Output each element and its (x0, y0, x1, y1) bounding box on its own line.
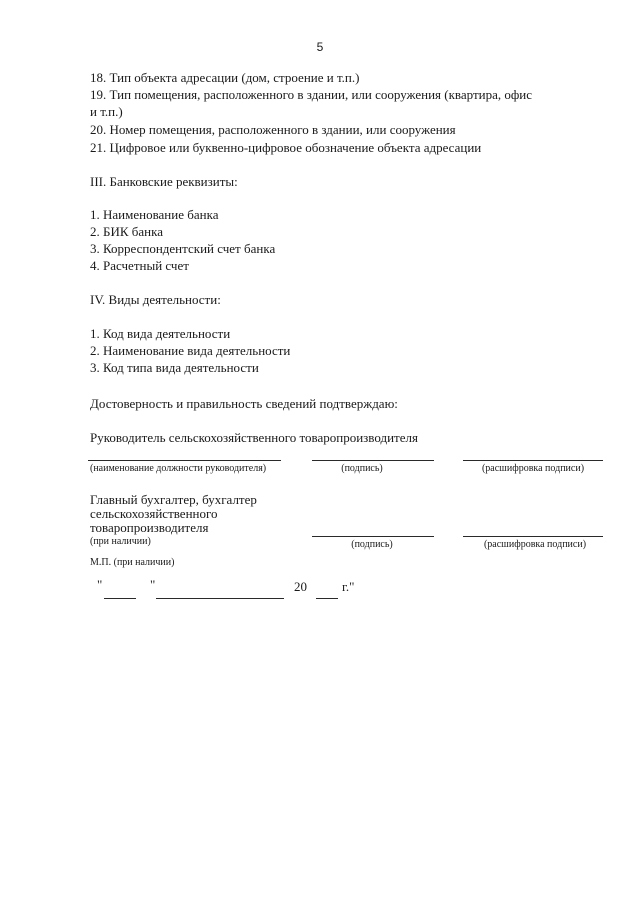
address-item-20: 20. Номер помещения, расположенного в здании, или сооружения (90, 122, 456, 137)
activity-item: 2. Наименование вида деятельности (90, 343, 291, 358)
head-title: Руководитель сельскохозяйственного товаропроизводителя (90, 430, 418, 445)
position-caption: (наименование должности руководителя) (90, 463, 267, 474)
year-line (316, 598, 338, 599)
stamp-caption: М.П. (при наличии) (90, 557, 175, 568)
year-prefix: 20 (294, 579, 307, 594)
date-close-quote: " (150, 577, 156, 592)
confirmation-text: Достоверность и правильность сведений подтверждаю: (90, 396, 398, 411)
address-item-19: 19. Тип помещения, расположенного в здании, или сооружения (квартира, офис (90, 87, 533, 102)
activity-item: 3. Код типа вида деятельности (90, 360, 259, 375)
day-line (104, 598, 136, 599)
bank-heading: III. Банковские реквизиты: (90, 174, 238, 189)
accountant-title-line3: товаропроизводителя (90, 520, 209, 535)
head-signature-line (312, 460, 434, 461)
head-decoding-line (463, 460, 603, 461)
bank-item: 3. Корреспондентский счет банка (90, 241, 276, 256)
year-suffix: г." (342, 579, 355, 594)
activity-item: 1. Код вида деятельности (90, 326, 231, 341)
accountant-signature-line (312, 536, 434, 537)
accountant-title-line1: Главный бухгалтер, бухгалтер (90, 492, 257, 507)
activities-heading: IV. Виды деятельности: (90, 292, 221, 307)
position-line (88, 460, 281, 461)
address-item-19-continued: и т.п.) (90, 104, 123, 119)
head-decoding-caption: (расшифровка подписи) (481, 463, 585, 474)
bank-item: 4. Расчетный счет (90, 258, 189, 273)
head-signature-caption: (подпись) (341, 463, 383, 474)
accountant-decoding-line (463, 536, 603, 537)
address-item-18: 18. Тип объекта адресации (дом, строение и т.п.) (90, 70, 360, 85)
bank-item: 1. Наименование банка (90, 207, 219, 222)
accountant-title-line2: сельскохозяйственного (90, 506, 218, 521)
date-open-quote: " (97, 577, 103, 592)
page-number: 5 (316, 40, 324, 54)
address-item-21: 21. Цифровое или буквенно-цифровое обозначение объекта адресации (90, 140, 482, 155)
accountant-signature-caption: (подпись) (351, 539, 393, 550)
if-any-caption: (при наличии) (90, 536, 151, 547)
bank-item: 2. БИК банка (90, 224, 164, 239)
month-line (156, 598, 284, 599)
accountant-decoding-caption: (расшифровка подписи) (483, 539, 587, 550)
